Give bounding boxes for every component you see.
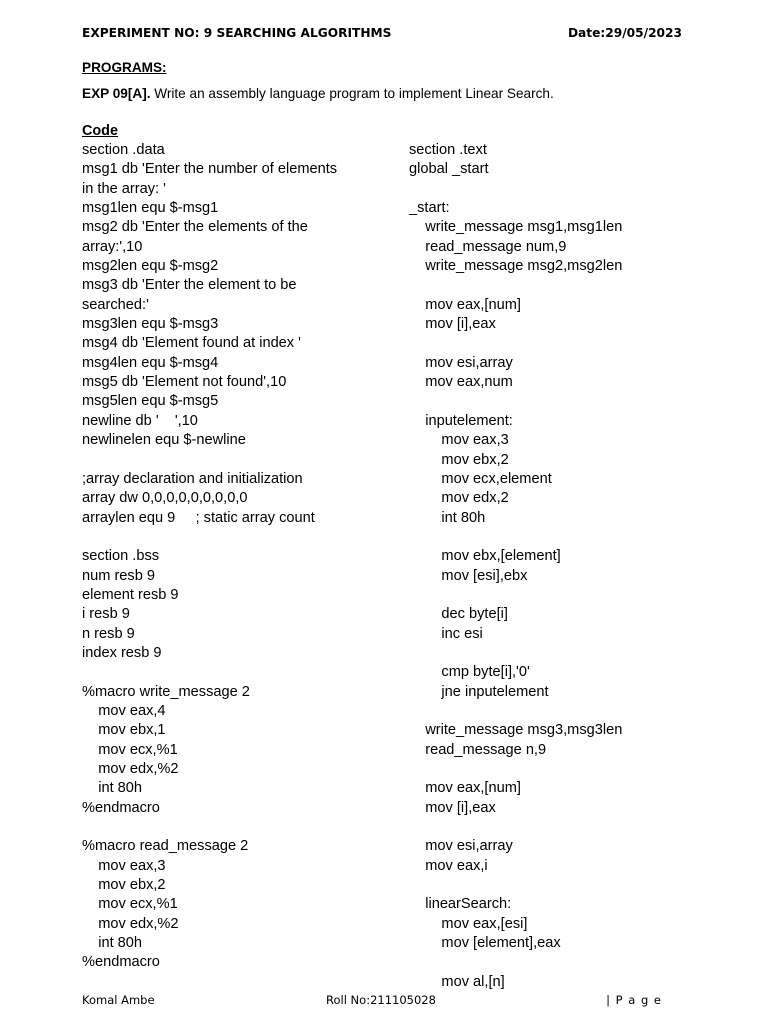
code-line: arraylen equ 9 ; static array count — [82, 509, 315, 526]
code-line: mov edx,%2 — [82, 915, 179, 932]
experiment-date: Date:29/05/2023 — [567, 26, 682, 40]
code-line: newline db ' ',10 — [82, 412, 198, 429]
code-line: mov eax,[esi] — [409, 915, 528, 932]
code-line — [409, 528, 709, 547]
code-line: msg4 db 'Element found at index ' — [82, 335, 301, 352]
code-line: int 80h — [409, 509, 486, 526]
code-line: mov eax,4 — [82, 702, 166, 719]
code-line: searched:' — [82, 296, 149, 313]
code-line: array:',10 — [82, 238, 143, 255]
code-line: cmp byte[i],'0' — [409, 664, 530, 681]
code-line: mov edx,%2 — [82, 761, 179, 777]
code-line: ;array declaration and initialization — [82, 470, 303, 487]
code-line: mov ebx,1 — [82, 722, 166, 739]
code-line: msg2len equ $-msg2 — [82, 258, 219, 275]
code-line: mov ecx,%1 — [82, 741, 178, 758]
code-line: write_message msg2,msg2len — [409, 258, 623, 275]
code-line — [409, 953, 709, 972]
code-line — [82, 818, 392, 837]
code-line — [409, 702, 709, 721]
code-line: array dw 0,0,0,0,0,0,0,0,0 — [82, 490, 248, 507]
code-line: in the array: ' — [82, 180, 166, 197]
code-line: mov [esi],ebx — [409, 567, 528, 584]
code-line: num resb 9 — [82, 567, 156, 584]
code-line: msg4len equ $-msg4 — [82, 354, 219, 371]
code-line: mov ebx,2 — [82, 877, 166, 894]
code-line — [409, 334, 709, 353]
code-line: _start: — [409, 200, 450, 217]
code-line — [409, 644, 709, 663]
code-line: n resb 9 — [82, 625, 135, 642]
code-line: inputelement: — [409, 412, 513, 429]
code-line: element resb 9 — [82, 586, 179, 603]
code-line: msg1len equ $-msg1 — [82, 200, 219, 217]
code-line — [409, 586, 709, 605]
experiment-label: EXP 09[A]. — [82, 86, 151, 101]
code-line: mov eax,3 — [409, 432, 509, 449]
code-line: mov eax,i — [409, 857, 488, 874]
code-line: mov [i],eax — [409, 799, 496, 816]
footer-author: Komal Ambe — [82, 993, 155, 1007]
code-line — [409, 876, 709, 895]
code-line — [409, 276, 709, 295]
code-line: %macro write_message 2 — [82, 683, 250, 700]
code-line — [409, 818, 709, 837]
code-line: mov esi,array — [409, 354, 513, 371]
programs-heading: PROGRAMS: — [82, 60, 167, 75]
code-line: i resb 9 — [82, 606, 130, 623]
code-line: read_message n,9 — [409, 741, 547, 758]
code-line: int 80h — [82, 935, 143, 952]
code-line: msg3 db 'Enter the element to be — [82, 277, 297, 294]
code-line: mov eax,[num] — [409, 780, 521, 797]
code-line: section .text — [409, 142, 487, 158]
code-line: mov eax,[num] — [409, 296, 521, 313]
code-line: section .bss — [82, 548, 160, 565]
footer-roll-number: Roll No:211105028 — [326, 993, 436, 1007]
code-line: msg5 db 'Element not found',10 — [82, 374, 287, 391]
code-line: mov al,[n] — [409, 973, 505, 990]
code-line: mov [element],eax — [409, 935, 561, 952]
code-column-left — [82, 141, 392, 973]
code-line: inc esi — [409, 625, 483, 642]
code-line: msg5len equ $-msg5 — [82, 393, 219, 410]
code-line: index resb 9 — [82, 644, 162, 661]
code-line — [82, 451, 392, 470]
code-line: %macro read_message 2 — [82, 838, 249, 855]
code-line: mov eax,num — [409, 374, 513, 391]
code-line: mov ecx,%1 — [82, 896, 178, 913]
code-line: %endmacro — [82, 799, 160, 816]
page-header — [82, 26, 686, 44]
code-line — [409, 180, 709, 199]
code-line: mov ebx,2 — [409, 451, 509, 468]
code-line — [409, 392, 709, 411]
code-line: read_message num,9 — [409, 238, 567, 255]
code-line: newlinelen equ $-newline — [82, 432, 246, 449]
code-line: section .data — [82, 142, 165, 158]
code-line — [82, 663, 392, 682]
code-heading: Code — [82, 123, 118, 139]
experiment-description: Write an assembly language program to implement Linear Search. — [150, 86, 554, 101]
code-line: linearSearch: — [409, 896, 512, 913]
code-line: write_message msg1,msg1len — [409, 219, 623, 236]
code-line: mov eax,3 — [82, 857, 166, 874]
experiment-title: EXPERIMENT NO: 9 SEARCHING ALGORITHMS — [82, 26, 392, 40]
code-line: mov edx,2 — [409, 490, 509, 507]
code-line: %endmacro — [82, 954, 160, 971]
code-line: msg3len equ $-msg3 — [82, 316, 219, 333]
code-line: dec byte[i] — [409, 606, 508, 623]
footer-page-label: | P a g e — [606, 993, 662, 1007]
code-line — [82, 528, 392, 547]
code-line: mov ebx,[element] — [409, 548, 561, 565]
code-line: global _start — [409, 161, 489, 178]
code-line — [409, 760, 709, 779]
code-line: mov esi,array — [409, 838, 513, 855]
code-line: int 80h — [82, 780, 143, 797]
code-line: mov [i],eax — [409, 316, 496, 333]
page-footer — [82, 993, 686, 1009]
experiment-statement — [82, 86, 554, 101]
code-line: mov ecx,element — [409, 470, 552, 487]
code-line: write_message msg3,msg3len — [409, 722, 623, 739]
code-line: msg2 db 'Enter the elements of the — [82, 219, 308, 236]
code-line: msg1 db 'Enter the number of elements — [82, 161, 338, 178]
code-column-right — [409, 141, 709, 992]
code-line: jne inputelement — [409, 683, 549, 700]
